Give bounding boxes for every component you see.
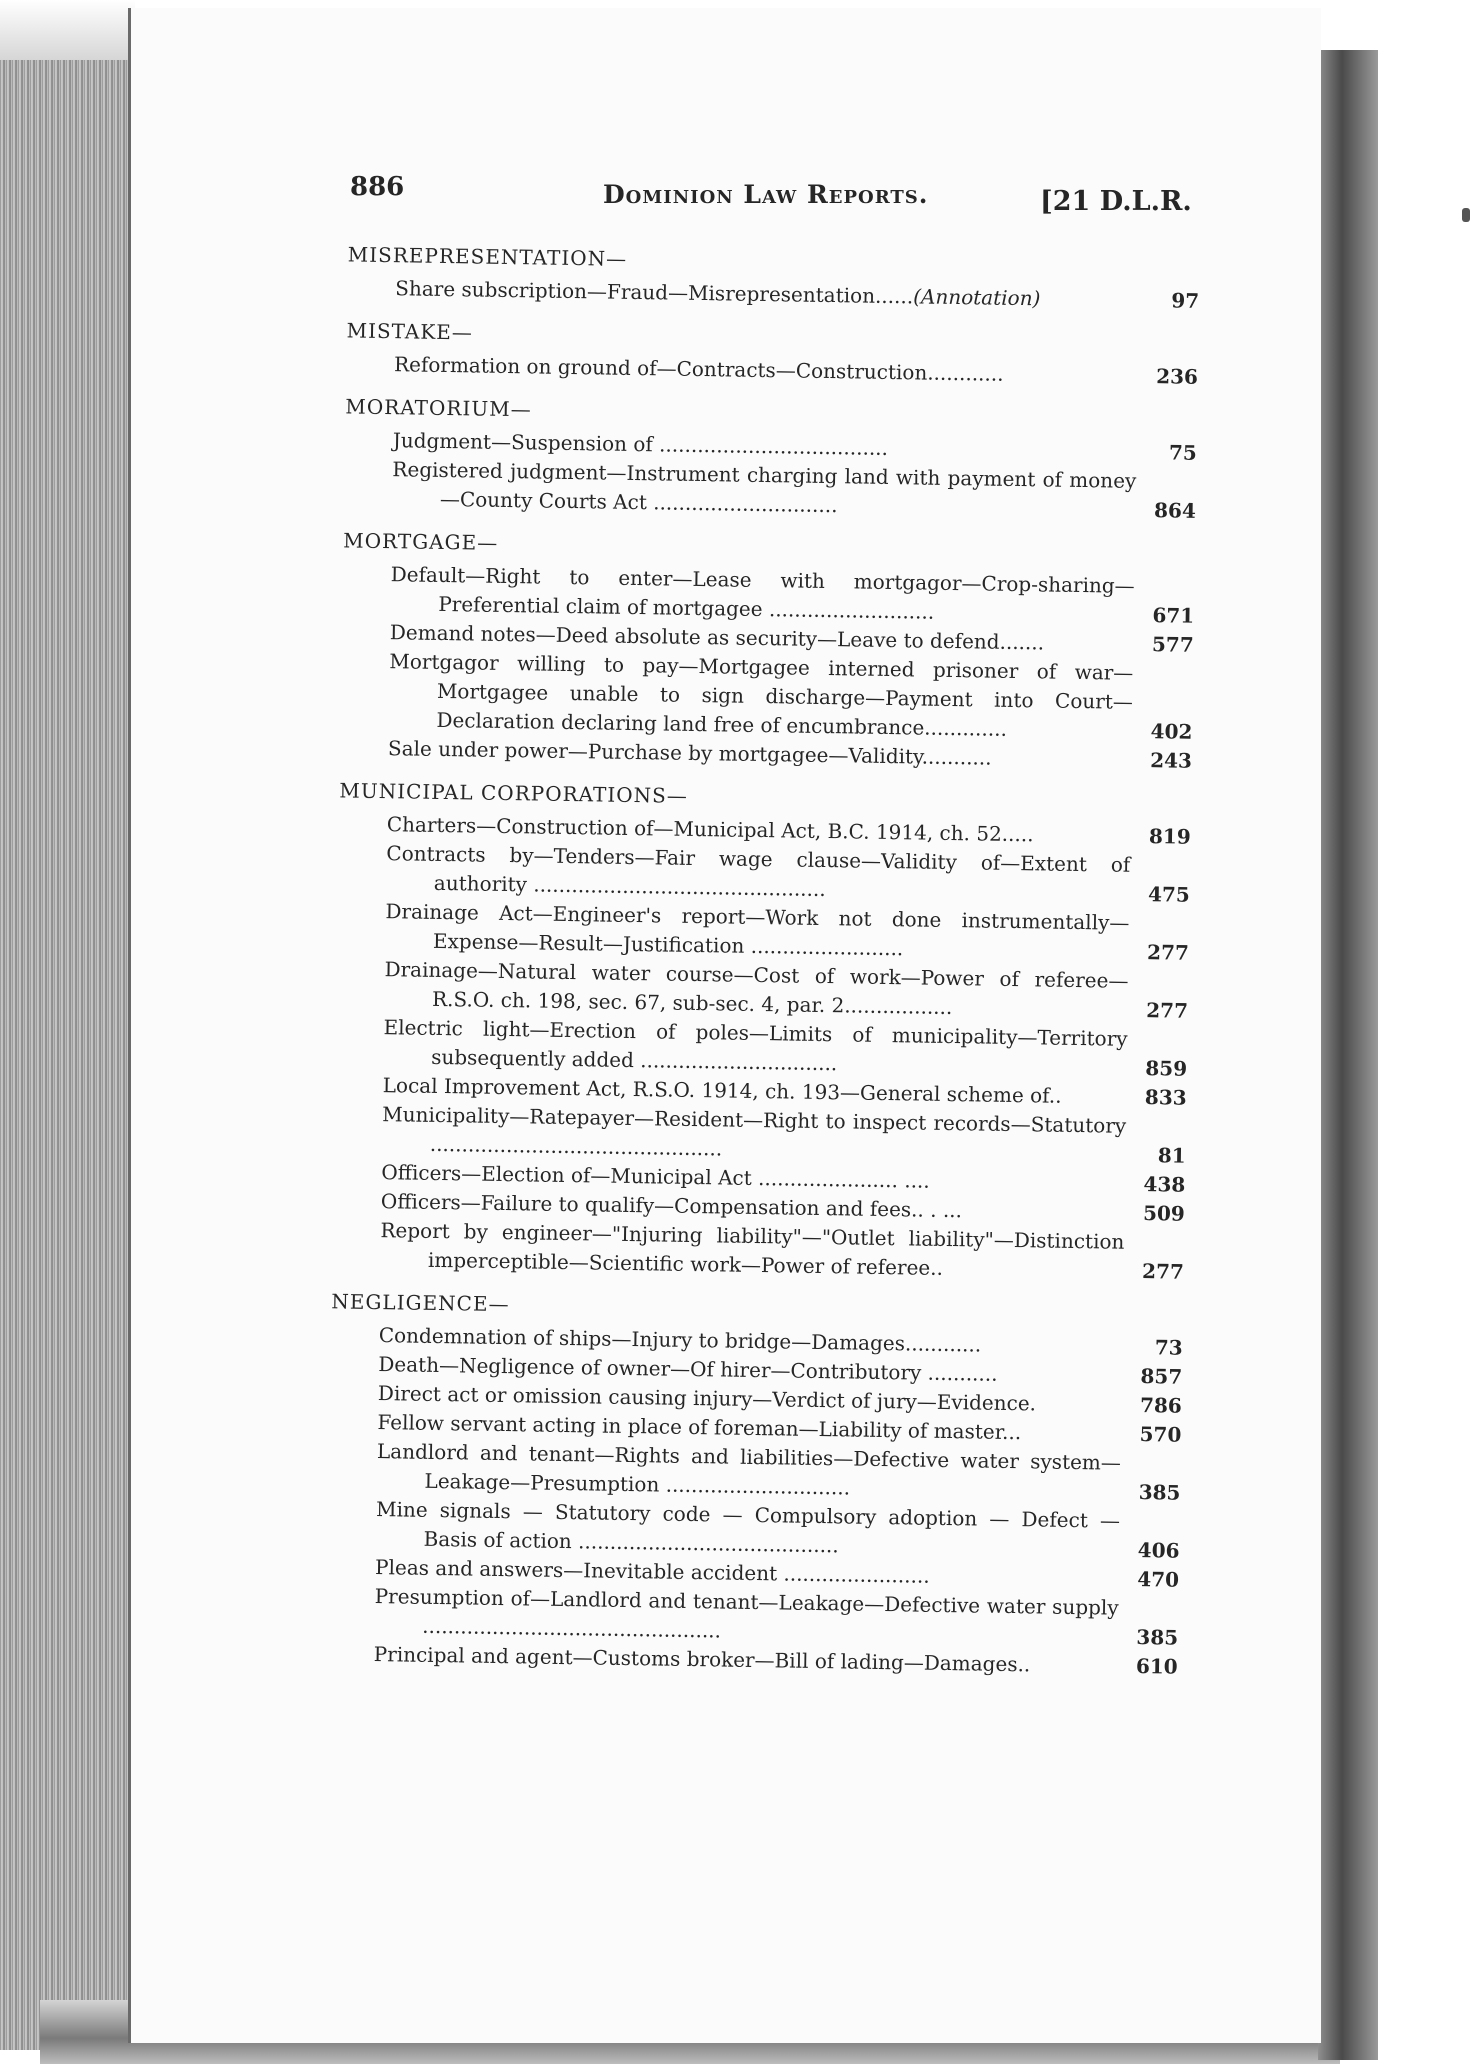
- entry-page-number: 243: [1149, 748, 1193, 773]
- section-heading: MISREPRESENTATION—: [347, 242, 628, 271]
- entry-text: Mine signals — Statutory code — Compulsory adoption — Defect — Basis of action .........................................: [375, 1497, 1121, 1558]
- entry-text: Drainage—Natural water course—Cost of work—Power of referee—R.S.O. ch. 198, sec. 67, sub-sec. 4, par. 2.................: [384, 957, 1129, 1020]
- page-number: 886: [350, 172, 405, 202]
- entry-text: Landlord and tenant—Rights and liabilities—Defective water system—Leakage—Presumption .............................: [376, 1439, 1122, 1500]
- entry-page-number: 671: [1152, 603, 1195, 628]
- entry-text: Report by engineer—"Injuring liability"—"Outlet liability"—Distinction imperceptible—Scientific work—Power of referee..: [380, 1218, 1125, 1280]
- entry-page-number: 385: [1136, 1624, 1179, 1650]
- entry-text: Presumption of—Landlord and tenant—Leakage—Defective water supply ...............................................: [374, 1584, 1119, 1643]
- entry-text: Sale under power—Purchase by mortgagee—Validity...........: [387, 736, 992, 770]
- entry-page-number: 73: [1154, 1335, 1183, 1360]
- entry-text: Registered judgment—Instrument charging land with payment of money—County Courts Act .............................: [392, 457, 1137, 518]
- entry-annotation-note: (Annotation): [913, 284, 1041, 311]
- entry-text: Demand notes—Deed absolute as security—Leave to defend.......: [389, 620, 1045, 655]
- entry-text: Share subscription—Fraud—Misrepresentation......: [395, 276, 914, 309]
- facing-page-mark: [1462, 208, 1470, 222]
- entry-page-number: 864: [1153, 498, 1197, 523]
- section-heading: MORATORIUM—: [345, 394, 532, 422]
- entry-page-number: 438: [1143, 1172, 1186, 1197]
- index-section: [318, 316, 1199, 392]
- entry-text: Electric light—Erection of poles—Limits of municipality—Territory subsequently added ...............................: [383, 1015, 1128, 1076]
- entry-text: Municipality—Ratepayer—Resident—Right to inspect records—Statutory ..............................................: [382, 1102, 1127, 1161]
- index-entry: [380, 1216, 1185, 1287]
- entry-page-number: 75: [1168, 440, 1197, 465]
- entry-page-number: 577: [1151, 632, 1194, 657]
- entry-text: Officers—Election of—Municipal Act ...................... ....: [381, 1160, 930, 1193]
- volume-reference: [21 D.L.R.: [1040, 186, 1192, 217]
- entry-page-number: 81: [1157, 1143, 1186, 1168]
- entry-text: Reformation on ground of—Contracts—Construction............: [393, 352, 1004, 386]
- entry-text: Principal and agent—Customs broker—Bill of lading—Damages..: [373, 1642, 1031, 1677]
- entry-text: Local Improvement Act, R.S.O. 1914, ch. 193—General scheme of..: [382, 1073, 1062, 1108]
- index-section: [298, 1287, 1184, 1682]
- entry-page-number: 277: [1146, 940, 1190, 965]
- entry-page-number: 833: [1144, 1085, 1187, 1110]
- entry-text: Mortgagor willing to pay—Mortgagee interned prisoner of war—Mortgagee unable to sign discharge—Payment into Court—Declaration declaring land free of encumbrance.............: [389, 649, 1134, 741]
- entry-page-number: 819: [1148, 824, 1191, 849]
- section-heading: MORTGAGE—: [343, 528, 499, 555]
- entry-page-number: 402: [1150, 719, 1193, 744]
- entry-page-number: 859: [1145, 1056, 1188, 1081]
- book-page-stack: [0, 60, 130, 2050]
- entry-page-number: 570: [1139, 1422, 1182, 1447]
- entry-text: Direct act or omission causing injury—Verdict of jury—Evidence.: [377, 1381, 1037, 1416]
- entry-page-number: 236: [1156, 364, 1199, 389]
- entry-text: Judgment—Suspension of ....................................: [392, 428, 889, 460]
- entry-text: Default—Right to enter—Lease with mortgagor—Crop-sharing—Preferential claim of mortgagee ..........................: [390, 562, 1135, 624]
- entry-page-number: 385: [1138, 1480, 1181, 1505]
- index-entry: [392, 455, 1197, 526]
- index-section: [312, 526, 1196, 776]
- entry-text: Death—Negligence of owner—Of hirer—Contributory ...........: [378, 1352, 998, 1386]
- entry-page-number: 470: [1137, 1567, 1180, 1592]
- book-spine-shadow: [1318, 50, 1378, 2060]
- index-body: [297, 240, 1200, 1696]
- index-section: [304, 776, 1192, 1287]
- entry-text: Condemnation of ships—Injury to bridge—Damages............: [378, 1323, 982, 1357]
- entry-page-number: 406: [1137, 1538, 1180, 1563]
- section-heading: MISTAKE—: [346, 318, 474, 345]
- entry-text: Officers—Failure to qualify—Compensation and fees.. . ...: [380, 1189, 963, 1223]
- facing-page: [1378, 70, 1480, 2064]
- entry-page-number: 786: [1139, 1393, 1182, 1418]
- index-section: [319, 240, 1200, 316]
- entry-page-number: 277: [1141, 1259, 1185, 1284]
- entry-page-number: 475: [1147, 882, 1191, 907]
- entry-text: Drainage Act—Engineer's report—Work not done instrumentally—Expense—Result—Justification ........................: [385, 899, 1130, 961]
- section-heading: MUNICIPAL CORPORATIONS—: [339, 778, 689, 808]
- entry-text: Charters—Construction of—Municipal Act, B.C. 1914, ch. 52.....: [386, 812, 1034, 847]
- section-heading: NEGLIGENCE—: [331, 1289, 510, 1317]
- entry-page-number: 97: [1171, 288, 1200, 313]
- entry-page-number: 509: [1142, 1201, 1186, 1226]
- entry-text: Pleas and answers—Inevitable accident .......................: [374, 1555, 930, 1588]
- entry-page-number: 277: [1146, 998, 1189, 1023]
- entry-page-number: 857: [1140, 1364, 1183, 1389]
- entry-page-number: 610: [1135, 1653, 1178, 1679]
- running-title: Dominion Law Reports.: [603, 180, 929, 209]
- index-entry: [388, 647, 1193, 747]
- index-section: [316, 392, 1198, 526]
- entry-text: Fellow servant acting in place of foreman—Liability of master...: [377, 1410, 1022, 1445]
- entry-text: Contracts by—Tenders—Fair wage clause—Validity of—Extent of authority ..............................................: [386, 841, 1131, 902]
